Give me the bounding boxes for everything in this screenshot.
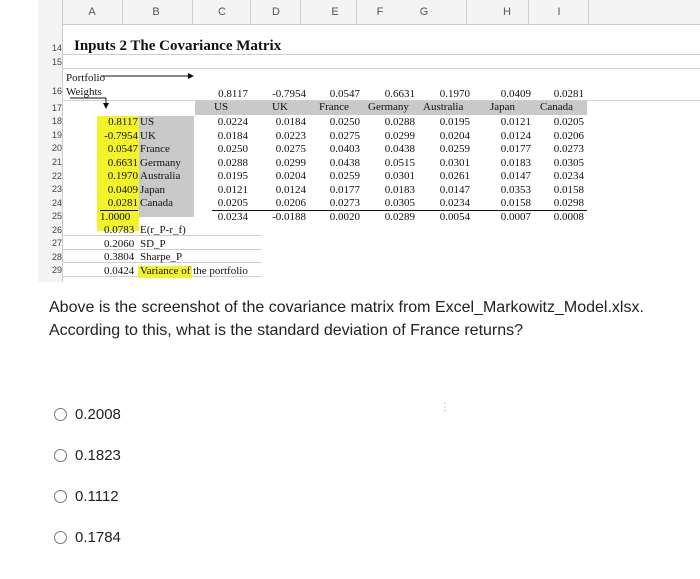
cell: 0.0121 [217,184,248,196]
cell: 0.0223 [275,130,306,142]
cell: 0.0234 [439,197,470,209]
row-name: Japan [140,184,166,196]
cell: -0.0188 [272,211,306,223]
cell: 0.0121 [500,116,531,128]
cell: 0.0261 [439,170,470,182]
drag-handle-icon[interactable]: ⋮ [440,402,451,413]
row-weight: 0.6631 [107,157,138,169]
answer-option-3[interactable] [54,486,119,506]
top-weight-germany: 0.6631 [384,88,415,100]
question-text: Above is the screenshot of the covariance matrix from Excel_Markowitz_Model.xlsx. According to this, what is the standard deviation of France returns? [49,299,644,339]
answer-label: 0.1823 [75,446,121,464]
answer-option-1[interactable] [54,404,121,424]
row-weight: 0.0409 [107,184,138,196]
row-number: 15 [51,57,62,67]
row-name: US [140,116,155,128]
weights-label: Weights [66,86,102,98]
row-name: France [140,143,170,155]
country-header-us: US [214,101,229,113]
stat-label: SD_P [140,238,166,250]
row-number: 25 [51,211,62,221]
sheet-title: Inputs 2 The Covariance Matrix [74,38,282,54]
row-number: 24 [51,198,62,208]
answer-option-2[interactable] [54,445,121,465]
top-weight-france: 0.0547 [329,88,360,100]
row-name: Australia [140,170,181,182]
top-weight-canada: 0.0281 [553,88,584,100]
cell: 0.0298 [553,197,584,209]
cell: 0.0301 [384,170,415,182]
col-header-c: C [218,6,226,18]
country-header-australia: Australia [423,101,464,113]
answer-label: 0.1784 [75,528,121,546]
row-number: 23 [51,184,62,194]
row-name: Germany [140,157,181,169]
cell: 0.0007 [500,211,531,223]
cell: 0.0234 [217,211,248,223]
cell: 0.0438 [329,157,360,169]
country-header-france: France [319,101,349,113]
radio-button[interactable] [54,408,67,421]
country-header-germany: Germany [368,101,409,113]
cell: 0.0275 [275,143,306,155]
cell: 0.0224 [217,116,248,128]
radio-button[interactable] [54,531,67,544]
col-header-e: E [331,6,339,18]
cell: 0.0288 [217,157,248,169]
cell: 0.0250 [329,116,360,128]
cell: 0.0206 [553,130,584,142]
cell: 0.0205 [553,116,584,128]
answer-label: 0.1112 [75,487,119,505]
cell: 0.0195 [217,170,248,182]
col-header-g: G [419,6,429,18]
cell: 0.0259 [329,170,360,182]
stat-value: 0.0783 [104,224,135,236]
cell: 0.0299 [275,157,306,169]
cell: 0.0124 [500,130,531,142]
cell: 0.0205 [217,197,248,209]
cell: 0.0204 [275,170,306,182]
cell: 0.0184 [217,130,248,142]
answer-option-4[interactable] [54,527,121,547]
stat-label: Sharpe_P [140,251,183,263]
cell: 0.0183 [384,184,415,196]
spreadsheet-screenshot [0,0,700,282]
country-header-japan: Japan [490,101,516,113]
cell: 0.0353 [500,184,531,196]
cell: 0.0195 [439,116,470,128]
cell: 0.0275 [329,130,360,142]
row-weight: 0.8117 [108,116,138,128]
cell: 0.0147 [439,184,470,196]
cell: 0.0147 [500,170,531,182]
col-header-a: A [88,6,96,18]
cell: 0.0438 [384,143,415,155]
cell: 0.0204 [439,130,470,142]
row-number: 26 [51,225,62,235]
stat-label: Variance of the portfolio [140,265,248,277]
cell: 0.0177 [329,184,360,196]
radio-button[interactable] [54,490,67,503]
country-header-canada: Canada [540,101,573,113]
row-number: 19 [51,130,62,140]
row-number: 29 [51,265,62,275]
top-weight-uk: -0.7954 [272,88,306,100]
stat-value: 0.0424 [104,265,135,277]
arrow-icon [66,70,196,110]
row-number: 27 [51,238,62,248]
cell: 0.0124 [275,184,306,196]
row-number: 17 [51,103,62,113]
cell: 0.0273 [553,143,584,155]
cell: 0.0184 [275,116,306,128]
row-weight: -0.7954 [104,130,138,142]
col-header-h: H [503,6,511,18]
col-header-i: I [557,6,561,18]
row-number: 28 [51,252,62,262]
row-weight: 0.1970 [107,170,138,182]
cell: 0.0020 [329,211,360,223]
row-number: 22 [51,171,62,181]
portfolio-label: Portfolio [66,72,106,84]
cell: 0.0234 [553,170,584,182]
row-name: Canada [140,197,173,209]
country-header-uk: UK [272,101,288,113]
cell: 0.0259 [439,143,470,155]
cell: 0.0158 [500,197,531,209]
col-header-b: B [152,6,160,18]
row-weight: 0.0281 [107,197,138,209]
cell: 0.0177 [500,143,531,155]
cell: 0.0008 [553,211,584,223]
col-header-f: F [376,6,384,18]
cell: 0.0305 [384,197,415,209]
cell: 0.0273 [329,197,360,209]
stat-value: 0.3804 [104,251,135,263]
cell: 0.0288 [384,116,415,128]
row-number: 18 [51,116,62,126]
cell: 0.0301 [439,157,470,169]
row-number: 21 [51,157,62,167]
row-weight: 0.0547 [107,143,138,155]
stat-value: 0.2060 [104,238,135,250]
top-weight-japan: 0.0409 [500,88,531,100]
row-name: UK [140,130,156,142]
stat-label: E(r_P-r_f) [140,224,186,236]
cell: 0.0206 [275,197,306,209]
row-number: 20 [51,143,62,153]
top-weight-australia: 0.1970 [439,88,470,100]
top-weight-us: 0.8117 [218,88,248,100]
cell: 0.0158 [553,184,584,196]
radio-button[interactable] [54,449,67,462]
row-number: 14 [51,43,62,53]
cell: 0.0305 [553,157,584,169]
cell: 0.0183 [500,157,531,169]
weights-sum: 1.0000 [100,211,131,223]
cell: 0.0054 [439,211,470,223]
answer-label: 0.2008 [75,405,121,423]
row-number: 16 [51,86,62,96]
cell: 0.0299 [384,130,415,142]
cell: 0.0250 [217,143,248,155]
cell: 0.0289 [384,211,415,223]
col-header-d: D [272,6,280,18]
cell: 0.0515 [384,157,415,169]
cell: 0.0403 [329,143,360,155]
